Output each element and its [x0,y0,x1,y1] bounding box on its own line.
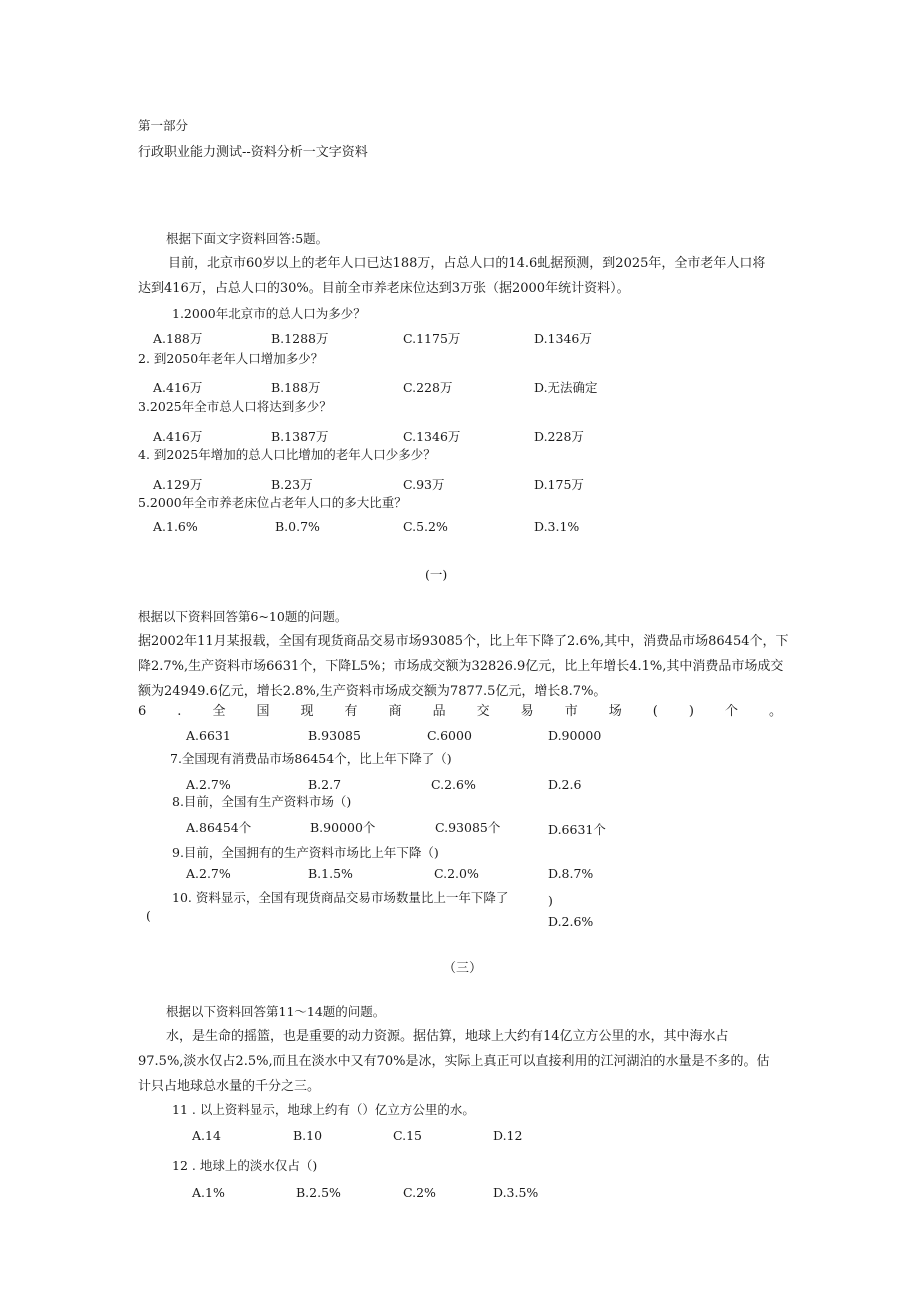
q4-option-b: B.23万 [271,477,313,492]
q6-option-c: C.6000 [427,728,472,743]
q11-option-d: D.12 [493,1128,523,1143]
q7-option-b: B.2.7 [308,777,342,792]
q6-char: ( [652,704,658,719]
q12-option-c: C.2% [403,1185,436,1200]
question-10: 10. 资料显示，全国有现货商品交易市场数量比上一年下降了 [172,890,509,905]
q2-option-b: B.188万 [271,380,321,395]
question-9: 9.目前，全国拥有的生产资料市场比上年下降（) [172,845,439,860]
section2-paragraph-line1: 据2002年11月某报载，全国有现货商品交易市场93085个，比上年下降了2.6%,其中，消费品市场86454个，下 [138,634,789,649]
q5-option-c: C.5.2% [403,519,448,534]
q11-option-c: C.15 [393,1128,422,1143]
question-6 [138,704,782,720]
question-7: 7.全国现有消费品市场86454个，比上年下降了（) [170,751,452,766]
section3-paragraph-line3: 计只占地球总水量的千分之三。 [138,1079,321,1094]
section3-heading: （三） [443,961,483,976]
q8-option-d: D.6631个 [548,822,606,837]
q3-option-c: C.1346万 [403,429,461,444]
q10-opening-paren: ( [146,908,151,923]
question-5: 5.2000年全市养老床位占老年人口的多大比重？ [138,495,407,510]
q1-option-b: B.1288万 [271,331,329,346]
q8-option-a: A.86454个 [186,820,252,835]
part-label: 第一部分 [138,118,189,133]
section2-intro: 根据以下资料回答第6~10题的问题。 [138,609,348,624]
q6-option-b: B.93085 [308,728,361,743]
q11-option-b: B.10 [293,1128,323,1143]
q6-char: 交 [476,704,490,719]
q10-option-d: D.2.6% [548,914,594,929]
question-1: 1.2000年北京市的总人口为多少？ [172,306,366,321]
q6-char: 全 [212,704,226,719]
q6-char: 易 [520,704,534,719]
section2-paragraph-line2: 降2.7%,生产资料市场6631个，下降L5%；市场成交额为32826.9亿元，比上年增长4.1%,其中消费品市场成交 [138,659,784,674]
q6-char: 有 [344,704,358,719]
q2-option-a: A.416万 [153,380,203,395]
q6-char: . [177,704,182,719]
question-3: 3.2025年全市总人口将达到多少？ [138,399,332,414]
q9-option-c: C.2.0% [434,866,479,881]
section2-paragraph-line3: 额为24949.6亿元，增长2.8%,生产资料市场成交额为7877.5亿元，增长8.7%。 [138,684,607,699]
q3-option-a: A.416万 [153,429,203,444]
q4-option-a: A.129万 [153,477,203,492]
q11-option-a: A.14 [192,1128,221,1143]
q3-option-d: D.228万 [534,429,584,444]
q3-option-b: B.1387万 [271,429,329,444]
q1-option-d: D.1346万 [534,331,592,346]
section2-heading: (一) [425,567,448,582]
q1-option-a: A.188万 [153,331,203,346]
q6-option-a: A.6631 [186,728,231,743]
q6-char: 国 [256,704,270,719]
q6-char: 品 [432,704,446,719]
section3-paragraph-line1: 水，是生命的摇篮，也是重要的动力资源。据估算，地球上大约有14亿立方公里的水，其中海水占 [166,1029,729,1044]
question-4: 4. 到2025年增加的总人口比增加的老年人口少多少？ [138,447,436,462]
question-8: 8.目前，全国有生产资料市场（) [172,794,352,809]
q9-option-b: B.1.5% [308,866,353,881]
q6-char: 场 [608,704,622,719]
q8-option-b: B.90000个 [310,820,376,835]
q6-char: 个 [724,704,738,719]
q6-char: 商 [388,704,402,719]
q4-option-c: C.93万 [403,477,445,492]
q7-option-a: A.2.7% [186,777,231,792]
q10-closing-paren: ) [548,893,553,908]
q6-char: ) [688,704,694,719]
q5-option-d: D.3.1% [534,519,580,534]
q7-option-c: C.2.6% [431,777,476,792]
q12-option-b: B.2.5% [296,1185,341,1200]
q6-char: 市 [564,704,578,719]
question-11: 11 . 以上资料显示，地球上约有（）亿立方公里的水。 [172,1102,475,1117]
section3-intro: 根据以下资料回答第11～14题的问题。 [166,1004,386,1019]
q12-option-d: D.3.5% [493,1185,539,1200]
question-12: 12 . 地球上的淡水仅占（) [172,1158,318,1173]
q6-char: 6 [138,704,147,719]
page-title: 行政职业能力测试--资料分析一文字资料 [138,145,368,160]
q7-option-d: D.2.6 [548,777,582,792]
q2-option-c: C.228万 [403,380,453,395]
q5-option-b: B.0.7% [275,519,320,534]
q6-option-d: D.90000 [548,728,602,743]
q8-option-c: C.93085个 [435,820,501,835]
q9-option-a: A.2.7% [186,866,231,881]
q2-option-d: D.无法确定 [534,380,598,395]
q9-option-d: D.8.7% [548,866,594,881]
section1-paragraph-line2: 达到416万，占总人口的30%。目前全市养老床位达到3万张（据2000年统计资料）。 [138,281,630,296]
question-2: 2. 到2050年老年人口增加多少？ [138,351,324,366]
q6-char: 。 [768,704,782,719]
q12-option-a: A.1% [192,1185,225,1200]
section1-intro: 根据下面文字资料回答:5题。 [166,231,329,246]
q6-char: 现 [300,704,314,719]
q1-option-c: C.1175万 [403,331,461,346]
q4-option-d: D.175万 [534,477,584,492]
section3-paragraph-line2: 97.5%,淡水仅占2.5%,而且在淡水中又有70%是冰，实际上真正可以直接利用的江河湖泊的水量是不多的。估 [138,1054,770,1069]
q5-option-a: A.1.6% [153,519,198,534]
section1-paragraph-line1: 目前，北京市60岁以上的老年人口已达188万，占总人口的14.6虬据预测，到2025年，全市老年人口将 [168,256,766,271]
